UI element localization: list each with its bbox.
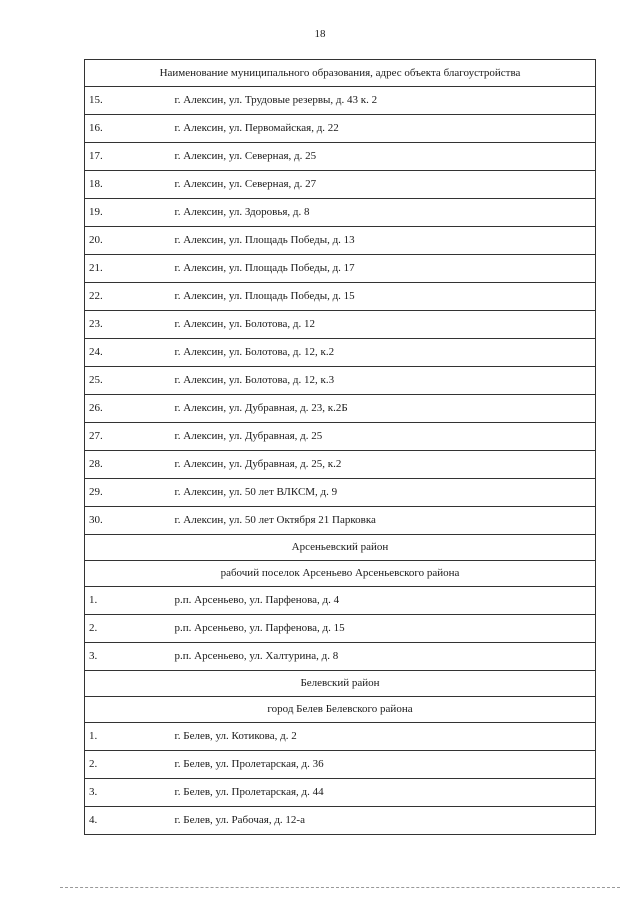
row-number: 1. (85, 587, 130, 615)
table-row (85, 451, 596, 479)
table-row (85, 227, 596, 255)
objects-table (84, 59, 596, 835)
table-row (85, 479, 596, 507)
row-number: 2. (85, 751, 130, 779)
scan-edge-dashes (60, 887, 620, 889)
row-address: г. Белев, ул. Пролетарская, д. 44 (130, 779, 596, 807)
table-row (85, 615, 596, 643)
table-row (85, 199, 596, 227)
table-row (85, 807, 596, 835)
row-number: 28. (85, 451, 130, 479)
row-number: 29. (85, 479, 130, 507)
row-number: 22. (85, 283, 130, 311)
row-address: г. Алексин, ул. Здоровья, д. 8 (130, 199, 596, 227)
row-address: р.п. Арсеньево, ул. Парфенова, д. 15 (130, 615, 596, 643)
row-number: 21. (85, 255, 130, 283)
row-number: 20. (85, 227, 130, 255)
row-address: г. Алексин, ул. Площадь Победы, д. 15 (130, 283, 596, 311)
table-row (85, 339, 596, 367)
row-address: г. Алексин, ул. Дубравная, д. 25 (130, 423, 596, 451)
row-number: 2. (85, 615, 130, 643)
row-address: г. Алексин, ул. Дубравная, д. 23, к.2Б (130, 395, 596, 423)
table-row (85, 779, 596, 807)
table-row (85, 395, 596, 423)
row-address: г. Алексин, ул. 50 лет ВЛКСМ, д. 9 (130, 479, 596, 507)
row-number: 26. (85, 395, 130, 423)
row-number: 27. (85, 423, 130, 451)
table-header-cell: Наименование муниципального образования, адрес объекта благоустройства (85, 60, 596, 87)
row-number: 3. (85, 779, 130, 807)
table-row (85, 367, 596, 395)
row-address: г. Алексин, ул. Трудовые резервы, д. 43 к. 2 (130, 87, 596, 115)
row-number: 19. (85, 199, 130, 227)
row-address: р.п. Арсеньево, ул. Халтурина, д. 8 (130, 643, 596, 671)
row-address: г. Белев, ул. Котикова, д. 2 (130, 723, 596, 751)
row-address: г. Алексин, ул. Первомайская, д. 22 (130, 115, 596, 143)
table-row (85, 507, 596, 535)
table-row (85, 143, 596, 171)
settlement-heading: город Белев Белевского района (85, 697, 596, 723)
settlement-heading: рабочий поселок Арсеньево Арсеньевского района (85, 561, 596, 587)
row-number: 1. (85, 723, 130, 751)
row-address: г. Алексин, ул. Болотова, д. 12 (130, 311, 596, 339)
row-number: 3. (85, 643, 130, 671)
page-number: 18 (314, 28, 326, 40)
table-row (85, 171, 596, 199)
row-address: г. Алексин, ул. Площадь Победы, д. 17 (130, 255, 596, 283)
row-address: г. Алексин, ул. Площадь Победы, д. 13 (130, 227, 596, 255)
row-number: 17. (85, 143, 130, 171)
table-header-row (85, 60, 596, 87)
district-heading: Белевский район (85, 671, 596, 697)
row-address: г. Алексин, ул. Дубравная, д. 25, к.2 (130, 451, 596, 479)
table-row (85, 587, 596, 615)
table-row (85, 115, 596, 143)
row-number: 15. (85, 87, 130, 115)
table-row (85, 423, 596, 451)
district-heading-row (85, 535, 596, 561)
district-heading-row (85, 671, 596, 697)
settlement-heading-row (85, 697, 596, 723)
table-row (85, 283, 596, 311)
row-address: г. Алексин, ул. Болотова, д. 12, к.2 (130, 339, 596, 367)
settlement-heading-row (85, 561, 596, 587)
row-address: г. Алексин, ул. Болотова, д. 12, к.3 (130, 367, 596, 395)
row-address: г. Белев, ул. Рабочая, д. 12-а (130, 807, 596, 835)
row-number: 30. (85, 507, 130, 535)
row-address: г. Алексин, ул. Северная, д. 25 (130, 143, 596, 171)
row-number: 16. (85, 115, 130, 143)
row-number: 23. (85, 311, 130, 339)
row-address: р.п. Арсеньево, ул. Парфенова, д. 4 (130, 587, 596, 615)
row-number: 24. (85, 339, 130, 367)
district-heading: Арсеньевский район (85, 535, 596, 561)
row-address: г. Алексин, ул. Северная, д. 27 (130, 171, 596, 199)
table-row (85, 723, 596, 751)
table-row (85, 751, 596, 779)
row-address: г. Белев, ул. Пролетарская, д. 36 (130, 751, 596, 779)
row-address: г. Алексин, ул. 50 лет Октября 21 Парковка (130, 507, 596, 535)
row-number: 4. (85, 807, 130, 835)
table-row (85, 311, 596, 339)
table-row (85, 643, 596, 671)
table-row (85, 87, 596, 115)
row-number: 25. (85, 367, 130, 395)
table-row (85, 255, 596, 283)
row-number: 18. (85, 171, 130, 199)
